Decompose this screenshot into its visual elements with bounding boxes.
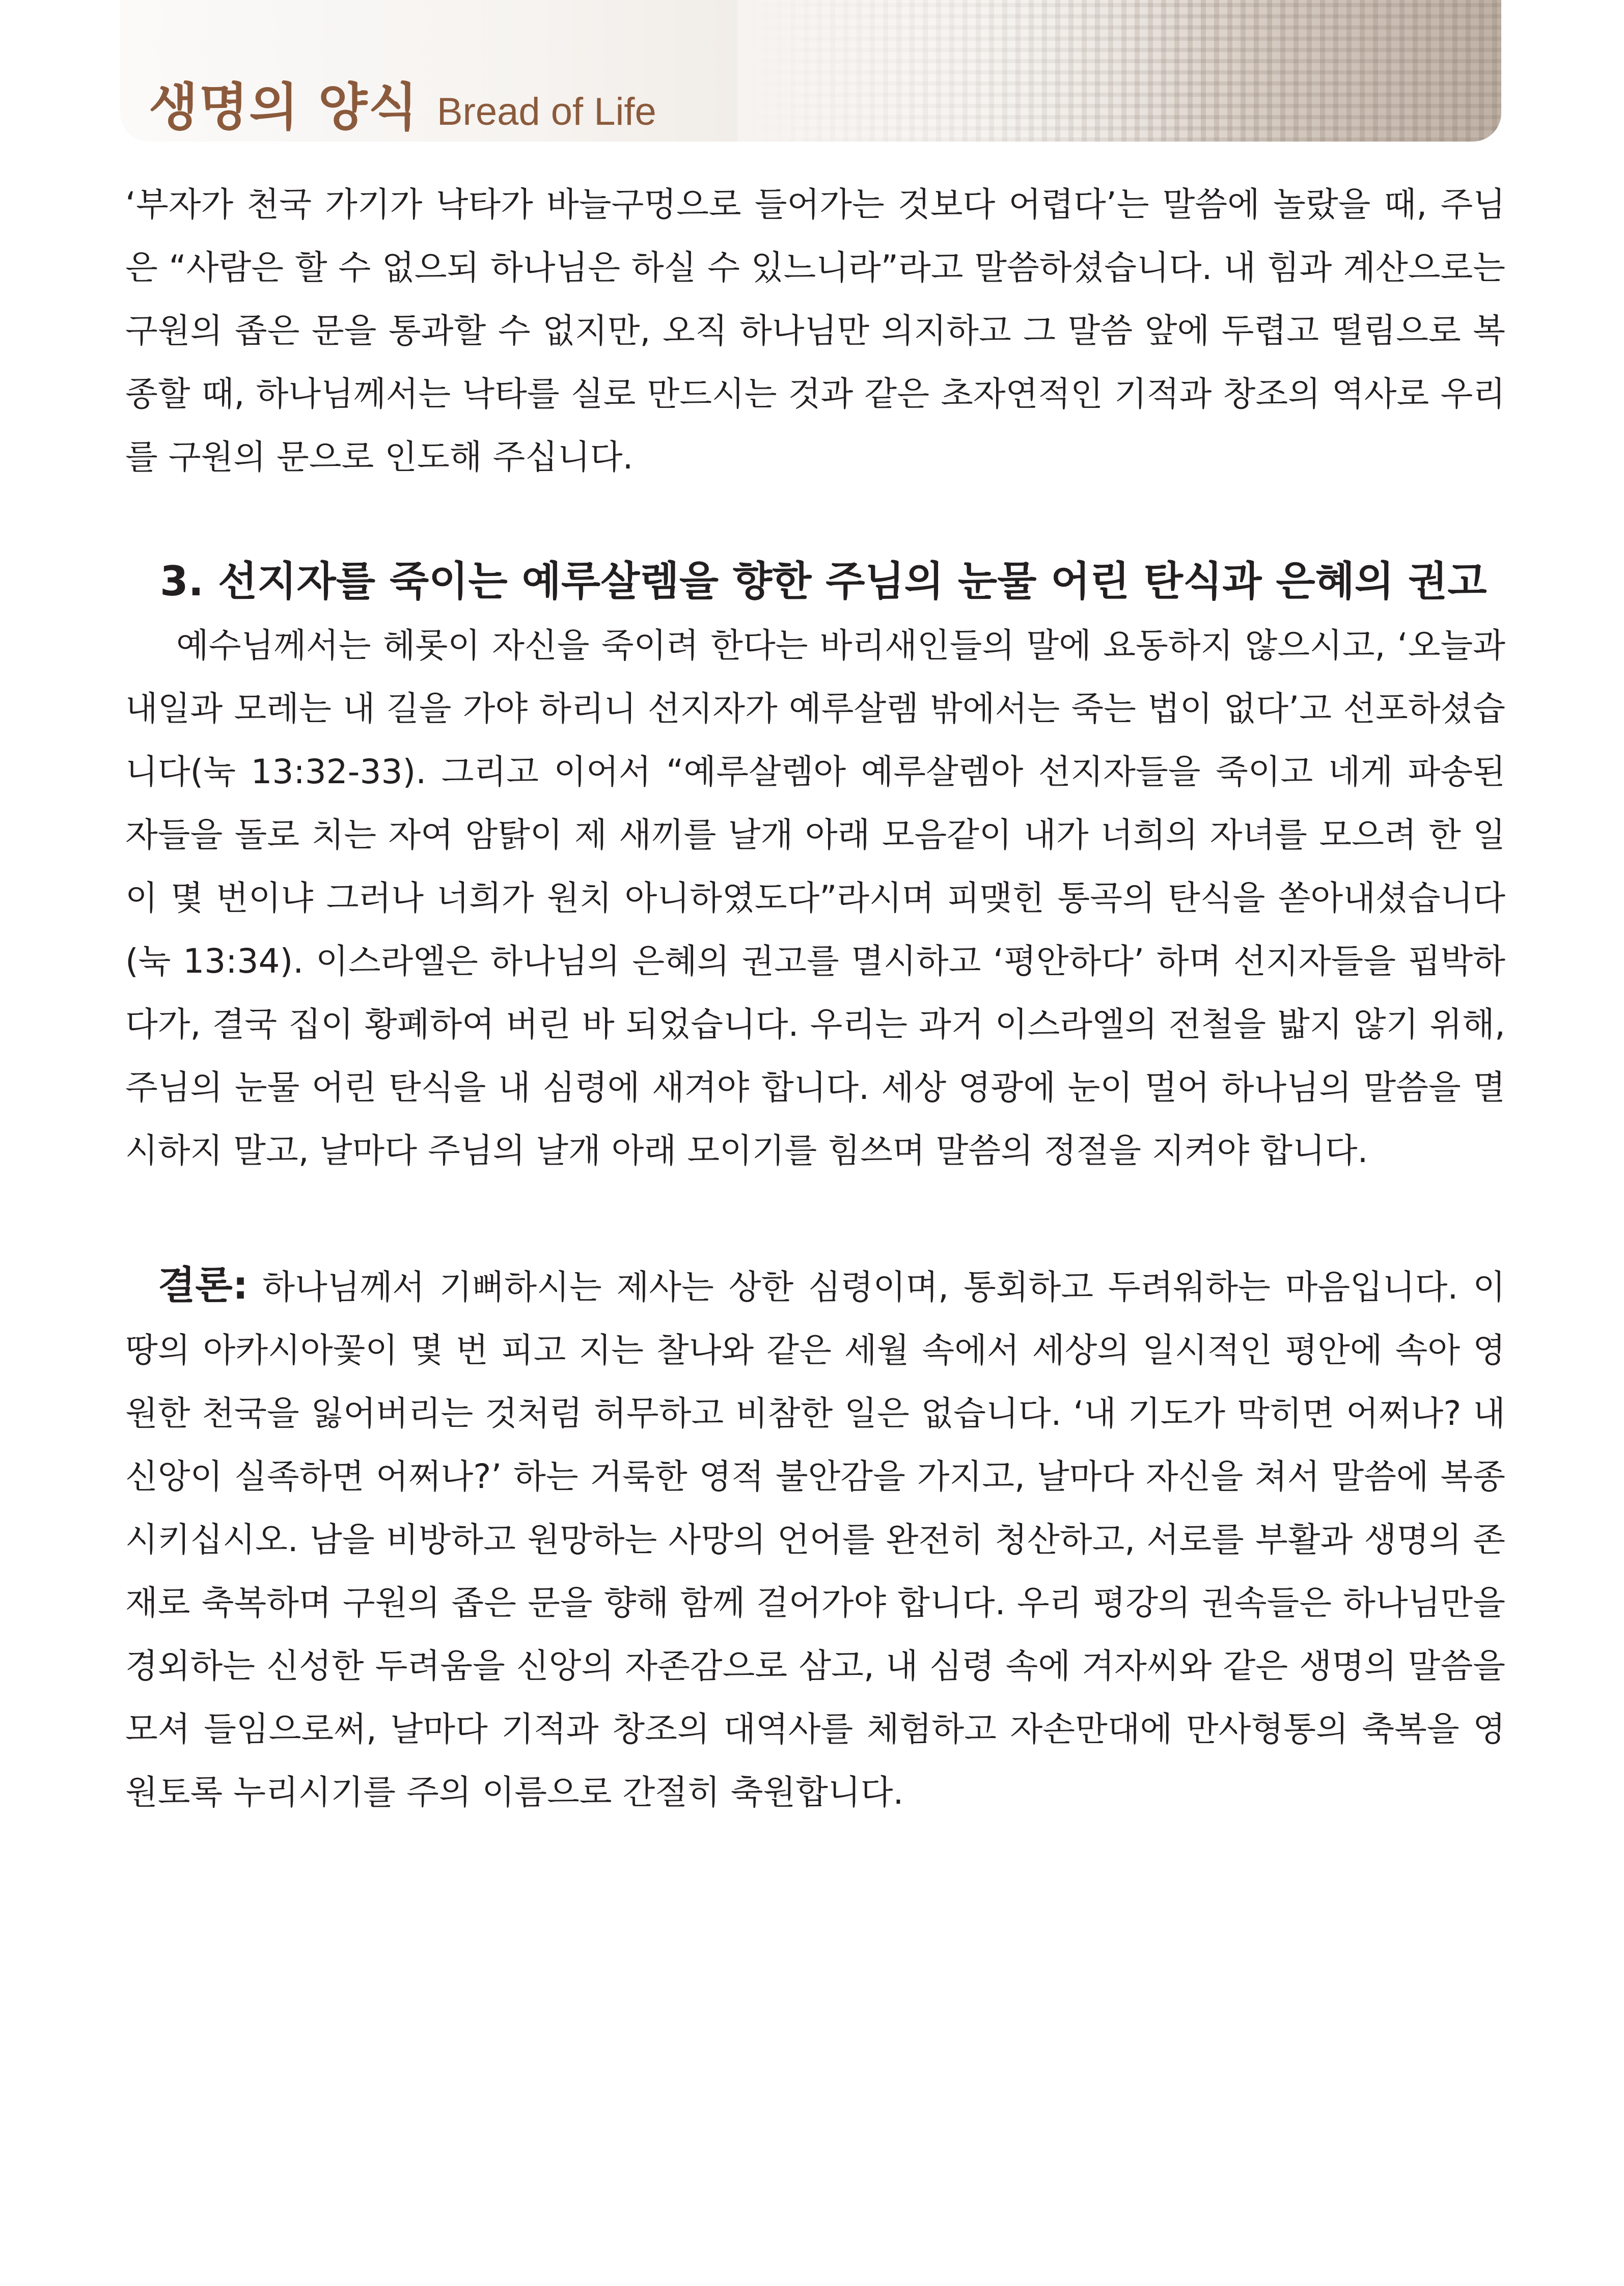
conclusion-paragraph: [125, 1254, 1505, 1824]
section-spacer: [125, 1182, 1505, 1254]
conclusion-label: 결론:: [158, 1262, 249, 1308]
article-body: [125, 173, 1505, 1824]
header-title: [149, 66, 656, 137]
header-background-photo: [737, 0, 1501, 142]
section-3-paragraph: 예수님께서는 헤롯이 자신을 죽이려 한다는 바리새인들의 말에 요동하지 않으시고, ‘오늘과 내일과 모레는 내 길을 가야 하리니 선지자가 예루살렘 밖에서는 죽는 법이 없다’고 선포하셨습니다(눅 13:32-33). 그리고 이어서 “예루살렘아 예루살렘아 선지자들을 죽이고 네게 파송된 자들을 돌로 치는 자여 암탉이 제 새끼를 날개 아래 모음같이 내가 너희의 자녀를 모으려 한 일이 몇 번이냐 그러나 너희가 원치 아니하였도다”라시며 피맺힌 통곡의 탄식을 쏟아내셨습니다(눅 13:34). 이스라엘은 하나님의 은혜의 권고를 멸시하고 ‘평안하다’ 하며 선지자들을 핍박하다가, 결국 집이 황폐하여 버린 바 되었습니다. 우리는 과거 이스라엘의 전철을 밟지 않기 위해, 주님의 눈물 어린 탄식을 내 심령에 새겨야 합니다. 세상 영광에 눈이 멀어 하나님의 말씀을 멸시하지 말고, 날마다 주님의 날개 아래 모이기를 힘쓰며 말씀의 정절을 지켜야 합니다.: [125, 626, 1505, 1170]
header-title-korean: 생명의 양식: [149, 77, 419, 137]
section-spacer: [125, 489, 1505, 549]
section-3-heading: 3. 선지자를 죽이는 예루살렘을 향한 주님의 눈물 어린 탄식과 은혜의 권고: [160, 558, 1487, 605]
conclusion-text: 하나님께서 기뻐하시는 제사는 상한 심령이며, 통회하고 두려워하는 마음입니다. 이 땅의 아카시아꽃이 몇 번 피고 지는 찰나와 같은 세월 속에서 세상의 일시적인 평안에 속아 영원한 천국을 잃어버리는 것처럼 허무하고 비참한 일은 없습니다. ‘내 기도가 막히면 어쩌나? 내 신앙이 실족하면 어쩌나?’ 하는 거룩한 영적 불안감을 가지고, 날마다 자신을 쳐서 말씀에 복종시키십시오. 남을 비방하고 원망하는 사망의 언어를 완전히 청산하고, 서로를 부활과 생명의 존재로 축복하며 구원의 좁은 문을 향해 함께 걸어가야 합니다. 우리 평강의 권속들은 하나님만을 경외하는 신성한 두려움을 신앙의 자존감으로 삼고, 내 심령 속에 겨자씨와 같은 생명의 말씀을 모셔 들임으로써, 날마다 기적과 창조의 대역사를 체험하고 자손만대에 만사형통의 축복을 영원토록 누리시기를 주의 이름으로 간절히 축원합니다.: [125, 1268, 1505, 1812]
header-title-english: Bread of Life: [436, 90, 656, 133]
intro-paragraph: ‘부자가 천국 가기가 낙타가 바늘구멍으로 들어가는 것보다 어렵다’는 말씀에 놀랐을 때, 주님은 “사람은 할 수 없으되 하나님은 하실 수 있느니라”라고 말씀하셨습니다. 내 힘과 계산으로는 구원의 좁은 문을 통과할 수 없지만, 오직 하나님만 의지하고 그 말씀 앞에 두렵고 떨림으로 복종할 때, 하나님께서는 낙타를 실로 만드시는 것과 같은 초자연적인 기적과 창조의 역사로 우리를 구원의 문으로 인도해 주십니다.: [125, 185, 1505, 477]
